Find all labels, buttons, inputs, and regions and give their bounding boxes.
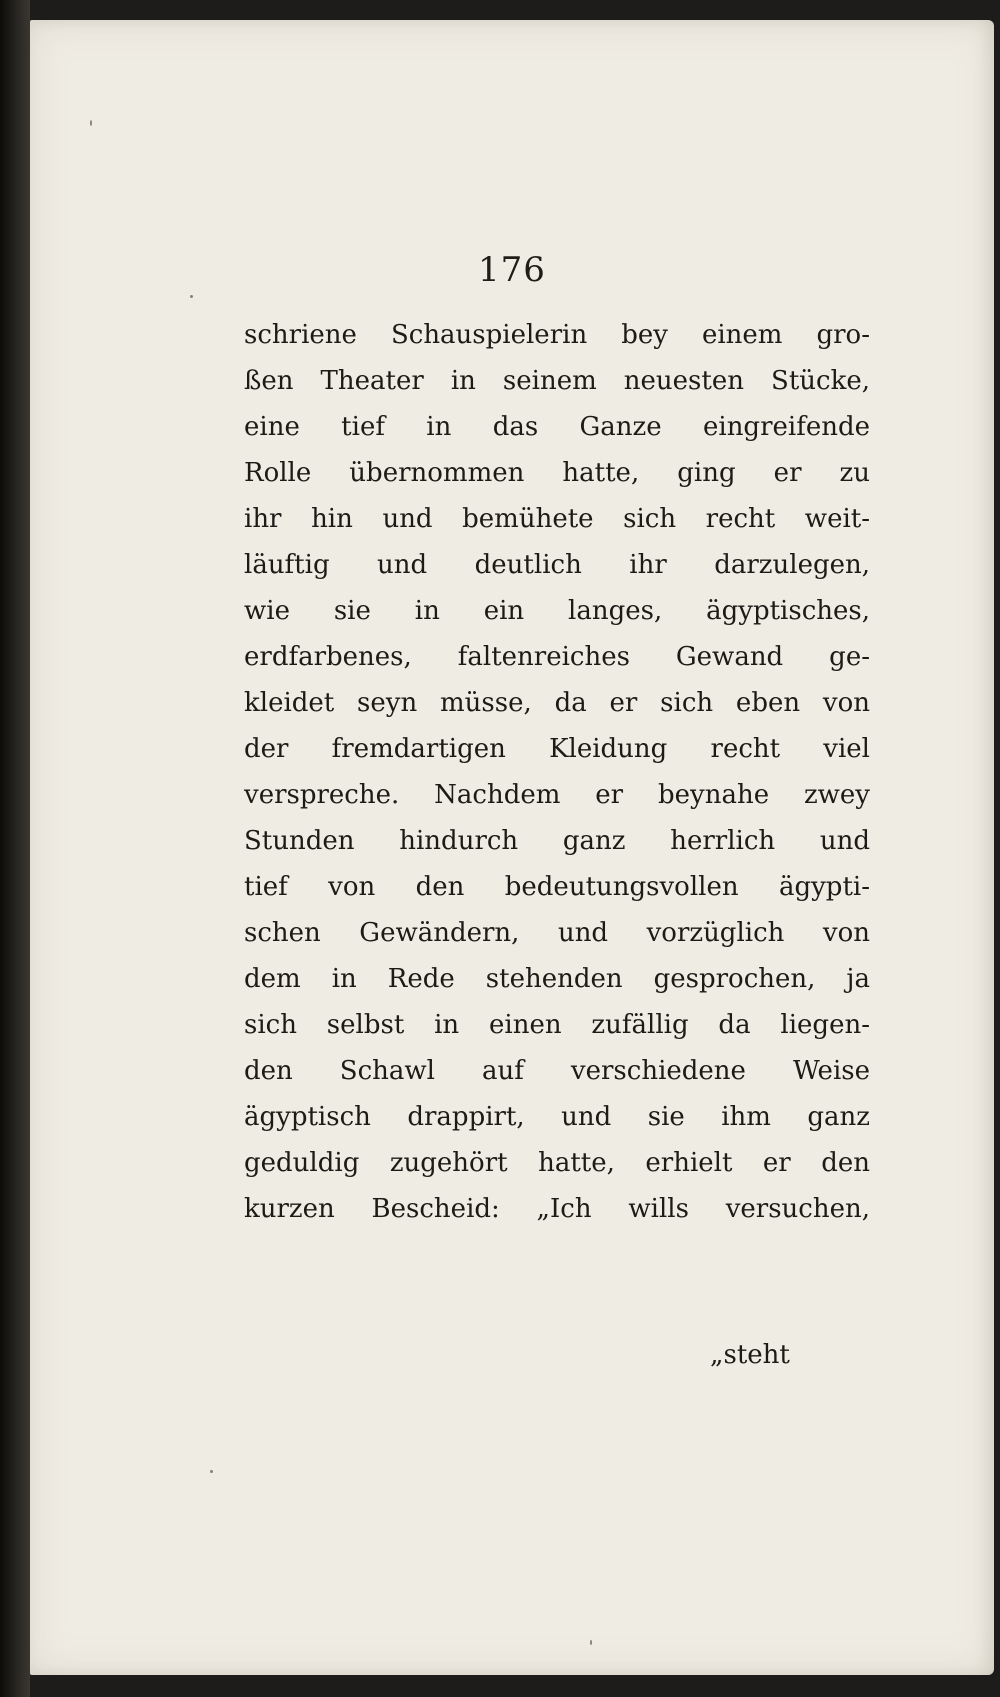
paper-speck xyxy=(590,1640,592,1645)
text-line: geduldig zugehört hatte, erhielt er den xyxy=(244,1148,870,1178)
text-line: Stunden hindurch ganz herrlich und xyxy=(244,826,870,856)
text-line: ägyptisch drappirt, und sie ihm ganz xyxy=(244,1102,870,1132)
text-line: tief von den bedeutungsvollen ägypti- xyxy=(244,872,870,902)
text-line: verspreche. Nachdem er beynahe zwey xyxy=(244,780,870,810)
text-line: der fremdartigen Kleidung recht viel xyxy=(244,734,870,764)
text-line: erdfarbenes, faltenreiches Gewand ge- xyxy=(244,642,870,672)
text-line: kleidet seyn müsse, da er sich eben von xyxy=(244,688,870,718)
book-page xyxy=(30,20,994,1675)
text-line: kurzen Bescheid: „Ich wills versuchen, xyxy=(244,1194,870,1224)
page-number: 176 xyxy=(478,250,546,290)
text-line: wie sie in ein langes, ägyptisches, xyxy=(244,596,870,626)
paper-speck xyxy=(210,1470,213,1473)
text-line: schriene Schauspielerin bey einem gro- xyxy=(244,320,870,350)
text-line: schen Gewändern, und vorzüglich von xyxy=(244,918,870,948)
text-line: Rolle übernommen hatte, ging er zu xyxy=(244,458,870,488)
text-line: sich selbst in einen zufällig da liegen- xyxy=(244,1010,870,1040)
text-line: läuftig und deutlich ihr darzulegen, xyxy=(244,550,870,580)
body-text xyxy=(244,312,870,1232)
book-spine-shadow xyxy=(0,0,30,1697)
text-line: eine tief in das Ganze eingreifende xyxy=(244,412,870,442)
text-line: ßen Theater in seinem neuesten Stücke, xyxy=(244,366,870,396)
text-line: ihr hin und bemühete sich recht weit- xyxy=(244,504,870,534)
catchword: „steht xyxy=(710,1340,790,1370)
paper-speck xyxy=(190,295,193,298)
text-line: den Schawl auf verschiedene Weise xyxy=(244,1056,870,1086)
text-line: dem in Rede stehenden gesprochen, ja xyxy=(244,964,870,994)
paper-speck xyxy=(90,120,92,126)
